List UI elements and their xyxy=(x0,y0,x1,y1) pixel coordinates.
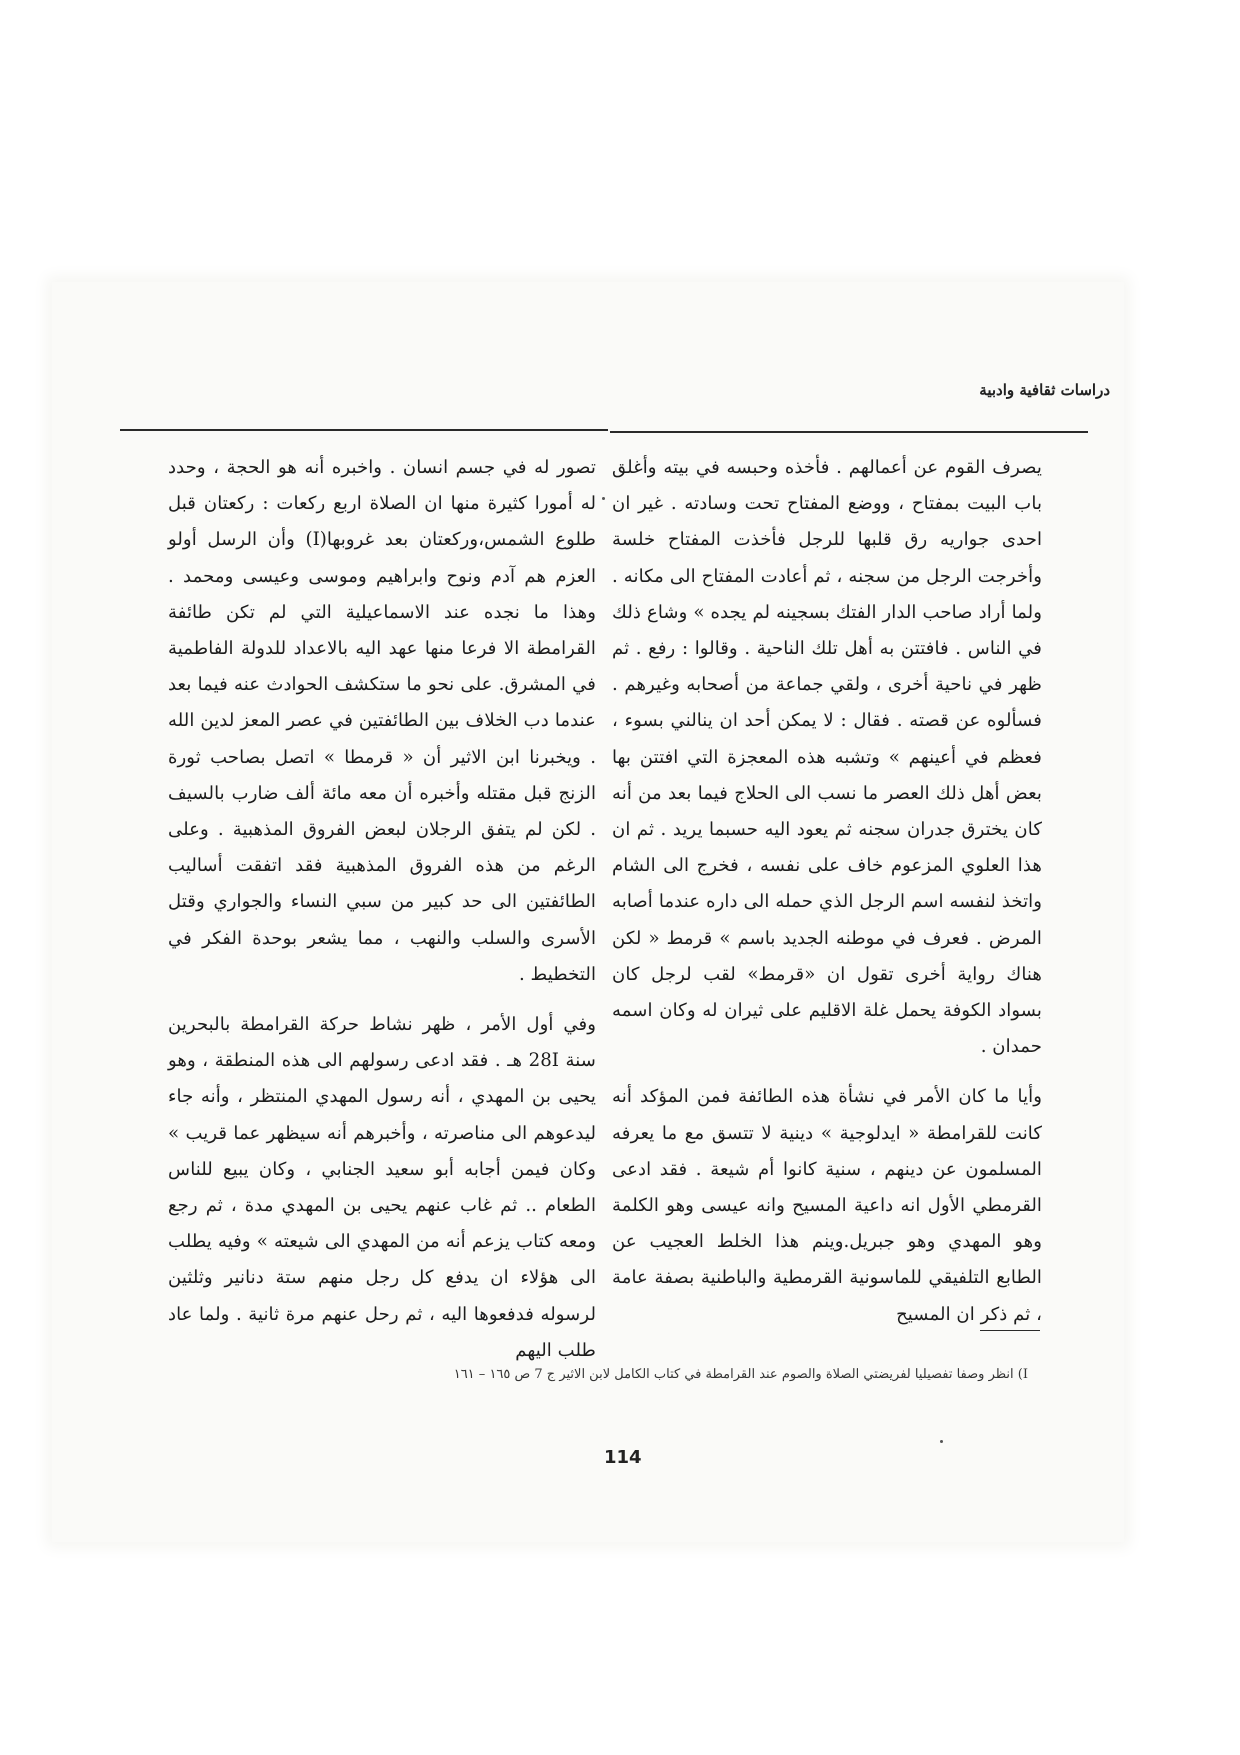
page-number: 114 xyxy=(604,1447,642,1468)
text-column-left xyxy=(168,450,596,1369)
text-column-right xyxy=(612,450,1042,1333)
paragraph: وفي أول الأمر ، ظهر نشاط حركة القرامطة بالبحرين سنة 28I هـ . فقد ادعى رسولهم الى هذه المنطقة ، وهو يحيى بن المهدي ، أنه رسول المهدي المنتظر ، وأنه جاء ليدعوهم الى مناصرته ، وأخبرهم أنه سيظهر عما قريب » وكان فيمن أجابه أبو سعيد الجنابي ، وكان يبيع للناس الطعام .. ثم غاب عنهم يحيى بن المهدي مدة ، ثم رجع ومعه كتاب يزعم أنه من المهدي الى شيعته » وفيه يطلب الى هؤلاء ان يدفع كل رجل منهم ستة دنانير وثلثين لرسوله فدفعوها اليه ، ثم رحل عنهم مرة ثانية . ولما عاد طلب اليهم xyxy=(168,1014,596,1361)
scan-speck xyxy=(602,497,605,500)
paragraph: يصرف القوم عن أعمالهم . فأخذه وحبسه في بيته وأغلق باب البيت بمفتاح ، ووضع المفتاح تحت وسادته . غير ان احدى جواريه رق قلبها للرجل فأخذت المفتاح خلسة وأخرجت الرجل من سجنه ، ثم أعادت المفتاح الى مكانه . ولما أراد صاحب الدار الفتك بسجينه لم يجده » وشاع ذلك في الناس . فافتتن به أهل تلك الناحية . وقالوا : رفع . ثم ظهر في ناحية أخرى ، ولقي جماعة من أصحابه وغيرهم . فسألوه عن قصته . فقال : لا يمكن أحد ان ينالني بسوء ، فعظم في أعينهم » وتشبه هذه المعجزة التي افتتن بها بعض أهل ذلك العصر ما نسب الى الحلاج فيما بعد من أنه كان يخترق جدران سجنه ثم يعود اليه حسبما يريد . ثم ان هذا العلوي المزعوم خاف على نفسه ، فخرج الى الشام واتخذ لنفسه اسم الرجل الذي حمله الى داره عندما أصابه المرض . فعرف في موطنه الجديد باسم » قرمط « لكن هناك رواية أخرى تقول ان «قرمط» لقب لرجل كان بسواد الكوفة يحمل غلة الاقليم على ثيران له وكان اسمه حمدان . xyxy=(612,457,1042,1058)
footnote-separator xyxy=(980,1330,1040,1331)
paragraph: تصور له في جسم انسان . واخبره أنه هو الحجة ، وحدد له أمورا كثيرة منها ان الصلاة اربع ركعات : ركعتان قبل طلوع الشمس،وركعتان بعد غروبها(I) وأن الرسل أولو العزم هم آدم ونوح وابراهيم وموسى وعيسى ومحمد . وهذا ما نجده عند الاسماعيلية التي لم تكن طائفة القرامطة الا فرعا منها عهد اليه بالاعداد للدولة الفاطمية في المشرق. على نحو ما ستكشف الحوادث عنه فيما بعد عندما دب الخلاف بين الطائفتين في عصر المعز لدين الله . ويخبرنا ابن الاثير أن « قرمطا » اتصل بصاحب ثورة الزنج قبل مقتله وأخبره أن معه مائة ألف ضارب بالسيف . لكن لم يتفق الرجلان لبعض الفروق المذهبية . وعلى الرغم من هذه الفروق المذهبية فقد اتفقت أساليب الطائفتين الى حد كبير من سبي النساء والجواري وقتل الأسرى والسلب والنهب ، مما يشعر بوحدة الفكر في التخطيط . xyxy=(168,457,596,985)
header-rule-right xyxy=(610,431,1088,433)
footnote: I) انظر وصفا تفصيليا لفريضتي الصلاة والصوم عند القرامطة في كتاب الكامل لابن الاثير ج 7 ص ١٦٥ – ١٦١ xyxy=(453,1367,1028,1382)
running-header-title: دراسات ثقافية وادبية xyxy=(979,381,1110,399)
header-rule-left xyxy=(120,429,608,431)
scan-speck xyxy=(940,1440,943,1443)
paragraph: وأيا ما كان الأمر في نشأة هذه الطائفة فمن المؤكد أنه كانت للقرامطة « ايدلوجية » دينية لا تتسق مع ما يعرفه المسلمون عن دينهم ، سنية كانوا أم شيعة . فقد ادعى القرمطي الأول انه داعية المسيح وانه عيسى وهو الكلمة وهو المهدي وهو جبريل.وينم هذا الخلط العجيب عن الطابع التلفيقي للماسونية القرمطية والباطنية بصفة عامة ، ثم ذكر ان المسيح xyxy=(612,1086,1042,1325)
